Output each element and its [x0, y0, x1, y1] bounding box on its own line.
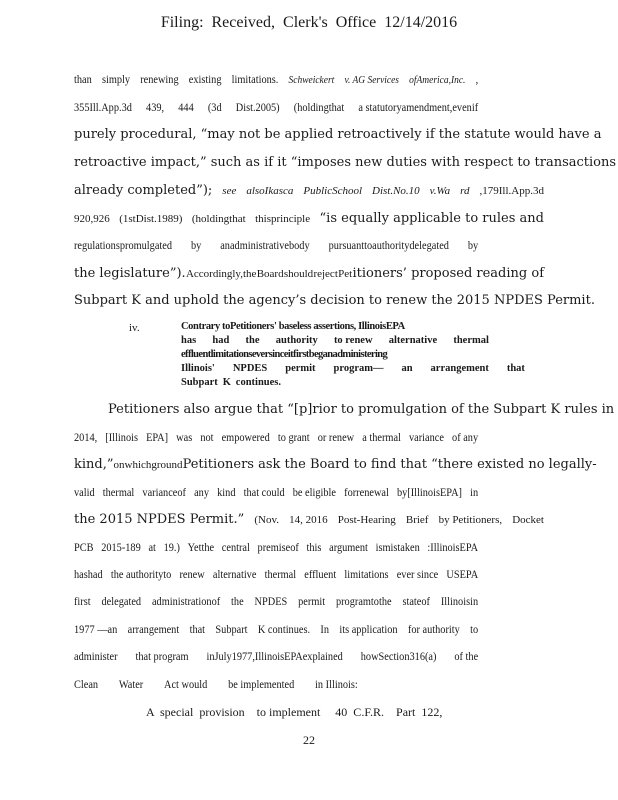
text-line-5: already completed”); see alsoIkasca PublicSchool Dist.No.10 v.Wa rd ,179Ill.App.3d — [74, 183, 544, 198]
text-line-20: Clean Water Act would be implemented in Illinois: — [74, 677, 358, 691]
text-line-19: administer that program inJuly1977,IllinoisEPAexplained howSection316(a) of the — [74, 649, 479, 663]
text-line-11: 2014, [Illinois EPA] was not empowered to grant or renew a thermal variance of any — [74, 430, 479, 444]
text-line-13: valid thermal varianceof any kind that could be eligible forrenewal by[IllinoisEPA] in — [74, 485, 479, 499]
subheading-line-5: Subpart K continues. — [181, 377, 281, 388]
subheading-line-4: Illinois' NPDES permit program— an arrangement that — [181, 363, 525, 374]
text-line-1: than simply renewing existing limitations. Schweickert v. AG Services ofAmerica,Inc. , — [74, 72, 479, 86]
subheading-line-2: has had the authority to renew alternative thermal — [181, 335, 489, 346]
text-line-14: the 2015 NPDES Permit.” (Nov. 14, 2016 Post-Hearing Brief by Petitioners, Docket — [74, 512, 544, 527]
filing-stamp: Filing: Received, Clerk's Office 12/14/2016 — [160, 14, 458, 31]
text-line-12: kind,” onwhichground Petitioners ask the Board to find that “there existed no legally- — [74, 457, 597, 472]
text-line-9: Subpart K and uphold the agency’s decision to renew the 2015 NPDES Permit. — [74, 293, 595, 308]
text-line-7: regulationspromulgated by anadministrativebody pursuanttoauthoritydelegated by — [74, 238, 479, 252]
text-line-4: retroactive impact,” such as if it “imposes new duties with respect to transactions — [74, 155, 617, 170]
text-line-3: purely procedural, “may not be applied retroactively if the statute would have a — [74, 127, 602, 142]
block-quote: A special provision to implement 40 C.F.R. Part 122, — [146, 705, 443, 719]
text-line-18: 1977 —an arrangement that Subpart K continues. In its application for authority to — [74, 622, 479, 636]
subheading-line-3: effluentlimitationseversinceitfirstbeganadministering — [181, 349, 388, 360]
text-line-10: Petitioners also argue that “[p]rior to promulgation of the Subpart K rules in — [108, 402, 615, 417]
page-number: 22 — [303, 733, 315, 747]
text-line-15: PCB 2015-189 at 19.) Yetthe central premiseof this argument ismistaken :IllinoisEPA — [74, 540, 479, 554]
text-line-6: 920,926 (1stDist.1989) (holdingthat thisprinciple “is equally applicable to rules and — [74, 211, 544, 226]
subheading-number: iv. — [129, 322, 140, 334]
text-line-17: first delegated administrationof the NPDES permit programtothe stateof Illinoisin — [74, 594, 479, 608]
text-line-8: the legislature”). Accordingly,the Board should reject Pet itioners’ proposed reading of — [74, 266, 544, 281]
text-line-16: hashad the authorityto renew alternative thermal effluent limitations ever since USEPA — [74, 567, 479, 581]
text-line-2: 355Ill.App.3d 439, 444 (3d Dist.2005) (holdingthat a statutoryamendment,evenif — [74, 100, 479, 114]
subheading-line-1: Contrary toPetitioners' baseless assertions, IllinoisEPA — [181, 321, 405, 332]
